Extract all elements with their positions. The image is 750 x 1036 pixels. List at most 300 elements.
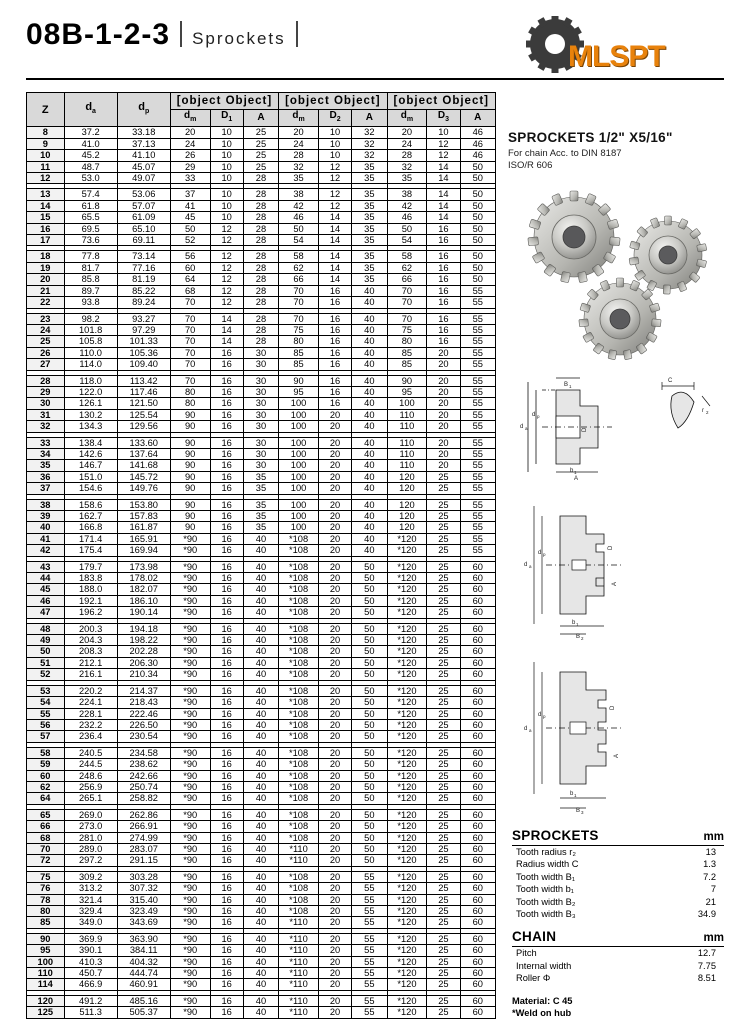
table-cell: 16 [427,251,460,262]
table-cell: 10 [427,127,460,138]
table-cell: 100 [27,956,65,967]
table-row [27,956,496,967]
table-cell: *90 [170,968,210,979]
table-cell: *90 [170,995,210,1006]
table-cell: 30 [243,460,278,471]
svg-text:r: r [702,408,704,414]
table-cell: *120 [387,759,427,770]
table-cell: *90 [170,635,210,646]
table-cell: 55 [460,471,495,482]
table-cell: 50 [279,223,319,234]
chain-spec-unit: mm [703,932,724,945]
table-cell: 20 [427,421,460,432]
table-cell: 80 [279,336,319,347]
table-cell: 25 [243,150,278,161]
table-cell: 20 [318,448,351,459]
table-cell: 60 [460,968,495,979]
table-cell: 40 [352,398,387,409]
table-cell: 93.27 [117,313,170,324]
svg-text:D: D [610,705,616,710]
table-cell: *90 [170,595,210,606]
table-cell: 198.22 [117,635,170,646]
table-cell: 266.91 [117,821,170,832]
table-cell: 25 [427,499,460,510]
table-cell: 130.2 [64,409,117,420]
table-cell: 20 [27,274,65,285]
table-cell: 10 [210,212,243,223]
table-cell: 60 [460,561,495,572]
table-cell: 60 [460,657,495,668]
table-cell: 93.8 [64,297,117,308]
table-cell: 50 [352,719,387,730]
table-cell: 40 [243,607,278,618]
table-cell: 265.1 [64,793,117,804]
table-cell: 40 [352,421,387,432]
table-cell: 73.14 [117,251,170,262]
table-cell: 25 [427,483,460,494]
table-cell: 48.7 [64,161,117,172]
table-cell: *108 [279,719,319,730]
table-cell: 224.1 [64,697,117,708]
table-cell: 55 [352,906,387,917]
table-cell: 75 [27,871,65,882]
table-cell: 28 [243,274,278,285]
table-cell: *90 [170,685,210,696]
table-cell: 33 [170,173,210,184]
table-cell: 466.9 [64,979,117,990]
table-cell: 28 [243,189,278,200]
spec-label: Tooth radius r₂ [516,847,576,857]
table-cell: 40 [243,533,278,544]
table-cell: *108 [279,731,319,742]
table-cell: 60 [460,635,495,646]
table-cell: *110 [279,945,319,956]
spec-value: 12.7 [697,948,716,959]
table-cell: 16 [27,223,65,234]
table-row [27,906,496,917]
table-cell: 297.2 [64,855,117,866]
table-cell: 16 [318,398,351,409]
table-row [27,437,496,448]
svg-text:b: b [572,620,576,626]
table-cell: 25 [427,793,460,804]
table-cell: 16 [210,573,243,584]
table-cell: 16 [210,979,243,990]
table-cell: 309.2 [64,871,117,882]
table-cell: 404.32 [117,956,170,967]
table-cell: 16 [210,398,243,409]
table-cell: 16 [210,719,243,730]
table-cell: 28 [243,212,278,223]
table-cell: 12 [318,173,351,184]
table-cell: 55 [460,375,495,386]
table-cell: 321.4 [64,894,117,905]
spec-value: 1.3 [703,859,716,870]
table-cell: 16 [210,623,243,634]
table-cell: 50 [352,793,387,804]
table-cell: *108 [279,623,319,634]
table-row [27,871,496,882]
table-cell: 12 [210,297,243,308]
table-cell: 120 [387,499,427,510]
table-cell: 16 [210,995,243,1006]
table-cell: 20 [427,409,460,420]
table-row [27,545,496,556]
table-cell: 56 [27,719,65,730]
table-cell: 289.0 [64,843,117,854]
table-cell: 35 [243,522,278,533]
table-cell: 70 [387,285,427,296]
table-cell: 90 [170,448,210,459]
table-cell: *90 [170,945,210,956]
table-cell: 51 [27,657,65,668]
table-cell: 390.1 [64,945,117,956]
sprockets-spec-unit: mm [703,831,724,843]
table-cell: 250.74 [117,781,170,792]
table-cell: 35 [243,471,278,482]
table-cell: *120 [387,545,427,556]
table-cell: 25 [27,336,65,347]
table-cell: 16 [210,561,243,572]
table-cell: 55 [460,460,495,471]
table-cell: 90 [170,522,210,533]
table-cell: 50 [460,274,495,285]
table-cell: 323.49 [117,906,170,917]
table-cell: 35 [352,200,387,211]
table-cell: 12 [427,150,460,161]
table-cell: 16 [210,607,243,618]
chain-spec-title: CHAIN [512,929,557,945]
table-cell: 55 [352,871,387,882]
table-cell: 25 [427,770,460,781]
table-cell: 55 [460,499,495,510]
table-cell: *120 [387,979,427,990]
table-cell: 460.91 [117,979,170,990]
spec-value: 34.9 [697,909,716,920]
table-cell: 70 [387,297,427,308]
table-cell: 49.07 [117,173,170,184]
table-cell: 25 [427,781,460,792]
table-cell: 169.94 [117,545,170,556]
table-cell: 26 [170,150,210,161]
table-cell: 25 [427,979,460,990]
table-cell: 120 [387,522,427,533]
table-cell: 70 [27,843,65,854]
svg-text:p: p [537,414,540,419]
table-cell: *108 [279,906,319,917]
table-cell: 25 [427,809,460,820]
table-cell: 8 [27,127,65,138]
table-cell: 14 [210,324,243,335]
table-cell: 10 [210,200,243,211]
table-cell: 60 [460,933,495,944]
table-cell: 162.7 [64,511,117,522]
table-cell: 97.29 [117,324,170,335]
table-cell: 216.1 [64,669,117,680]
table-cell: 20 [318,968,351,979]
table-cell: 258.82 [117,793,170,804]
spec-row [512,960,724,972]
table-cell: 50 [352,821,387,832]
table-cell: 20 [318,511,351,522]
table-cell: 44 [27,573,65,584]
table-cell: 149.76 [117,483,170,494]
table-cell: 40 [243,933,278,944]
table-cell: 40 [243,809,278,820]
table-cell: 10 [318,138,351,149]
table-cell: 505.37 [117,1007,170,1018]
table-cell: 64 [27,793,65,804]
svg-text:B: B [576,808,581,814]
table-row [27,584,496,595]
table-cell: *90 [170,832,210,843]
table-cell: 25 [427,906,460,917]
table-cell: 60 [460,623,495,634]
table-cell: 20 [318,906,351,917]
table-cell: 28 [243,297,278,308]
table-cell: 60 [460,809,495,820]
chain-spec-block [512,929,724,984]
table-cell: 118.0 [64,375,117,386]
table-cell: 77.8 [64,251,117,262]
table-cell: 100 [279,421,319,432]
table-cell: *108 [279,573,319,584]
svg-text:a: a [525,426,528,431]
table-cell: 40 [243,545,278,556]
col-da: $d_a$ [64,93,117,127]
table-cell: 20 [427,386,460,397]
table-cell: *108 [279,883,319,894]
technical-drawing-duplex [512,490,724,640]
table-cell: 14 [210,336,243,347]
table-cell: 73.6 [64,235,117,246]
table-cell: 40 [243,573,278,584]
table-cell: 36 [27,471,65,482]
table-cell: 12 [27,173,65,184]
table-cell: 38 [387,189,427,200]
table-cell: 141.68 [117,460,170,471]
spec-value: 7.2 [703,871,716,882]
table-cell: 48 [27,623,65,634]
table-cell: 30 [243,375,278,386]
table-cell: 37.13 [117,138,170,149]
table-cell: 55 [460,437,495,448]
table-cell: 12 [210,235,243,246]
table-cell: 80 [170,386,210,397]
svg-text:d: d [538,712,542,718]
table-cell: *90 [170,545,210,556]
table-cell: 101.33 [117,336,170,347]
col-simplex-dm: $d_m$ [170,110,210,127]
table-cell: 14 [210,313,243,324]
table-row [27,669,496,680]
table-cell: 41.10 [117,150,170,161]
spec-label: Tooth width B₃ [516,909,576,920]
table-cell: 50 [352,697,387,708]
table-cell: 20 [318,781,351,792]
table-cell: *110 [279,933,319,944]
table-cell: 16 [210,460,243,471]
table-cell: 20 [427,398,460,409]
table-cell: 16 [210,595,243,606]
table-cell: 57 [27,731,65,742]
table-cell: 50 [352,573,387,584]
table-cell: 55 [460,313,495,324]
col-group-duplex: [object Object] [279,93,387,110]
table-cell: 60 [460,573,495,584]
table-cell: 20 [427,375,460,386]
table-cell: 55 [352,1007,387,1018]
brand-logo [510,14,720,80]
table-cell: 16 [210,471,243,482]
table-cell: 20 [318,1007,351,1018]
table-cell: 16 [210,669,243,680]
table-cell: 40 [243,595,278,606]
table-cell: 12 [210,274,243,285]
table-cell: 31 [27,409,65,420]
table-cell: *120 [387,623,427,634]
table-cell: *110 [279,855,319,866]
table-cell: 16 [210,499,243,510]
table-cell: *110 [279,1007,319,1018]
table-cell: 30 [243,409,278,420]
table-row [27,770,496,781]
table-cell: 59 [27,759,65,770]
table-cell: *90 [170,646,210,657]
table-cell: 35 [352,274,387,285]
table-row [27,127,496,138]
table-cell: *90 [170,906,210,917]
table-cell: 60 [460,759,495,770]
table-cell: *120 [387,821,427,832]
svg-text:p: p [543,714,546,719]
table-cell: 55 [352,945,387,956]
table-cell: 24 [387,138,427,149]
table-row [27,359,496,370]
table-cell: 30 [243,359,278,370]
table-cell: 30 [27,398,65,409]
table-cell: 30 [243,386,278,397]
table-cell: 40 [243,697,278,708]
table-cell: 40 [243,832,278,843]
table-cell: 16 [210,708,243,719]
table-cell: 62 [27,781,65,792]
table-row [27,511,496,522]
table-cell: *110 [279,995,319,1006]
table-cell: 32 [279,161,319,172]
table-cell: 58 [279,251,319,262]
table-cell: 40 [243,635,278,646]
table-cell: 40 [352,448,387,459]
table-cell: 46 [460,127,495,138]
table-cell: 12 [210,251,243,262]
spec-label: Tooth width B₂ [516,896,576,907]
table-cell: 40 [243,731,278,742]
table-cell: 12 [210,223,243,234]
svg-text:d: d [532,412,536,418]
table-cell: 16 [210,883,243,894]
table-cell: 90 [170,483,210,494]
table-cell: 40 [352,409,387,420]
table-cell: 57.07 [117,200,170,211]
table-cell: 40 [243,561,278,572]
table-cell: 60 [460,781,495,792]
table-cell: 60 [460,770,495,781]
table-cell: 20 [318,979,351,990]
table-cell: 194.18 [117,623,170,634]
table-cell: 20 [318,995,351,1006]
table-cell: *90 [170,883,210,894]
svg-text:D: D [582,427,588,432]
table-cell: 14 [427,189,460,200]
spec-row [512,896,724,908]
table-cell: 60 [460,646,495,657]
table-cell: *90 [170,894,210,905]
table-cell: 95 [387,386,427,397]
table-row [27,917,496,928]
table-cell: 9 [27,138,65,149]
table-cell: 384.11 [117,945,170,956]
table-cell: 16 [210,933,243,944]
table-cell: 35 [352,223,387,234]
table-cell: 303.28 [117,871,170,882]
table-cell: *120 [387,719,427,730]
table-cell: 50 [170,223,210,234]
table-cell: 25 [427,968,460,979]
table-cell: *120 [387,635,427,646]
table-cell: 192.1 [64,595,117,606]
table-cell: 40 [352,297,387,308]
table-cell: 291.15 [117,855,170,866]
table-cell: 20 [318,483,351,494]
table-cell: 60 [460,1007,495,1018]
table-row [27,173,496,184]
table-cell: 37.2 [64,127,117,138]
spec-row [512,858,724,870]
table-cell: 110 [27,968,65,979]
table-cell: 145.72 [117,471,170,482]
sprockets-photo [508,185,724,370]
table-cell: 28 [387,150,427,161]
table-cell: 40 [243,821,278,832]
table-cell: *90 [170,708,210,719]
table-cell: 20 [318,409,351,420]
table-cell: *90 [170,719,210,730]
table-cell: *110 [279,956,319,967]
table-cell: 165.91 [117,533,170,544]
table-cell: 110 [387,421,427,432]
table-cell: 60 [460,731,495,742]
table-cell: 55 [460,511,495,522]
table-cell: 45.07 [117,161,170,172]
sprocket-table-wrap [26,92,496,1019]
table-cell: 110 [387,409,427,420]
table-cell: 25 [427,719,460,730]
table-cell: *90 [170,697,210,708]
table-cell: 68 [170,285,210,296]
table-cell: 28 [243,324,278,335]
svg-text:b: b [570,791,574,797]
table-cell: 16 [210,646,243,657]
table-cell: 234.58 [117,747,170,758]
table-cell: 133.60 [117,437,170,448]
table-row [27,843,496,854]
table-cell: 25 [427,669,460,680]
table-cell: 60 [460,697,495,708]
spec-row [512,883,724,895]
table-cell: 20 [318,607,351,618]
table-cell: 210.34 [117,669,170,680]
